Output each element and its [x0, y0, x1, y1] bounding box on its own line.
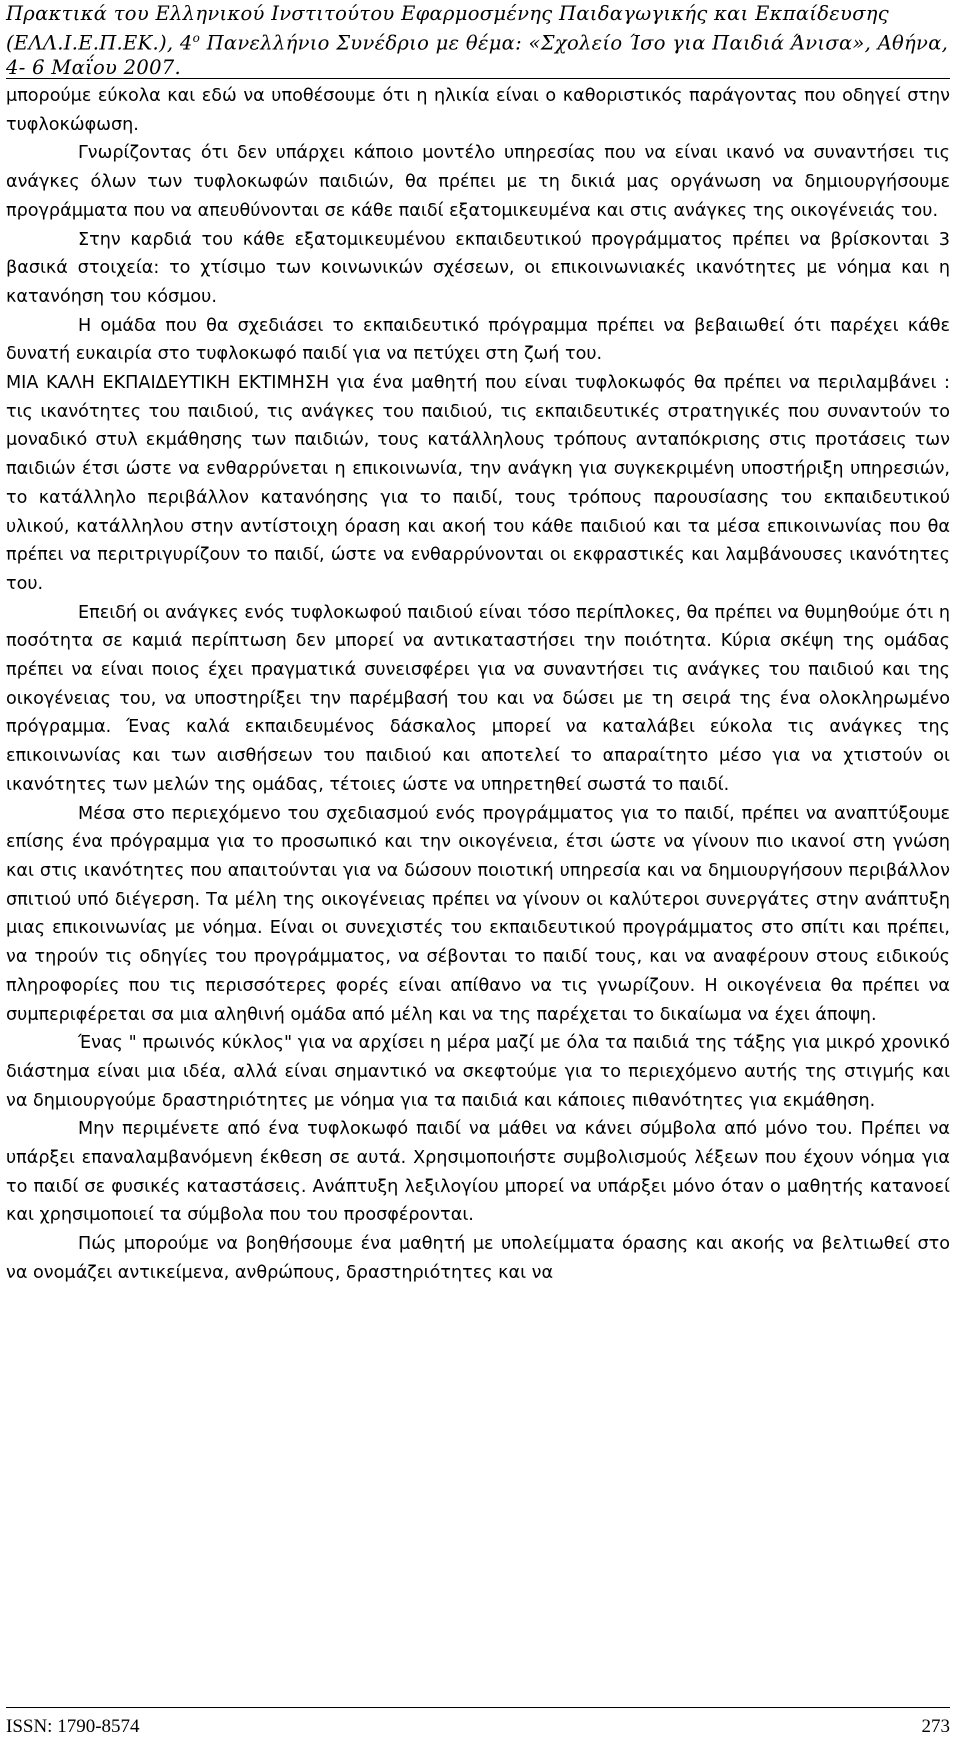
- paragraph-1: μπορούμε εύκολα και εδώ να υποθέσουμε ότι η ηλικία είναι ο καθοριστικός παράγοντας που οδηγεί στην τυφλοκώφωση.: [6, 86, 950, 135]
- ordinal-superscript: ο: [192, 31, 201, 45]
- issn: ISSN: 1790-8574: [6, 1716, 140, 1737]
- paragraph-9: Μην περιμένετε από ένα τυφλοκωφό παιδί να μάθει να κάνει σύμβολα από μόνο του. Πρέπει να υπάρξει επαναλαμβανόμενη έκθεση σε αυτά. Χρησιμοποιήστε συμβολισμούς λέξεων που έχουν νόημα για το παιδί σε φυσικές καταστάσεις. Ανάπτυξη λεξιλογίου μπορεί να υπάρξει μόνο όταν ο μαθητής κατανοεί και χρησιμοποιεί τα σύμβολα που του προσφέρονται.: [6, 1119, 950, 1226]
- paragraph-3: Στην καρδιά του κάθε εξατομικευμένου εκπαιδευτικού προγράμματος πρέπει να βρίσκονται 3 βασικά στοιχεία: το χτίσιμο των κοινωνικών σχέσεων, οι επικοινωνιακές ικανότητες με νόημα και η κατανόηση του κόσμου.: [6, 229, 950, 307]
- header-line-1: Πρακτικά του Ελληνικού Ινστιτούτου Εφαρμοσμένης Παιδαγωγικής και Εκπαίδευσης: [6, 2, 890, 25]
- paragraph-2: Γνωρίζοντας ότι δεν υπάρχει κάποιο μοντέλο υπηρεσίας που να είναι ικανό να συναντήσει τις ανάγκες όλων των τυφλοκωφών παιδιών, θα πρέπει με τη δικιά μας οργάνωση να δημιουργήσουμε προγράμματα που να απευθύνονται σε κάθε παιδί εξατομικευμένα και στις ανάγκες της οικογένειάς του.: [6, 143, 950, 221]
- paragraph-8: Ένας " πρωινός κύκλος" για να αρχίσει η μέρα μαζί με όλα τα παιδιά της τάξης για μικρό χρονικό διάστημα είναι μια ιδέα, αλλά είναι σημαντικό να σκεφτούμε για το περιεχόμενο αυτής της στιγμής και να δημιουργούμε δραστηριότητες με νόημα για τα παιδιά και κάποιες πιθανότητες για εκμάθηση.: [6, 1033, 950, 1111]
- paragraph-4: Η ομάδα που θα σχεδιάσει το εκπαιδευτικό πρόγραμμα πρέπει να βεβαιωθεί ότι παρέχει κάθε δυνατή ευκαιρία στο τυφλοκωφό παιδί για να πετύχει στη ζωή του.: [6, 315, 950, 365]
- paragraph-10: Πώς μπορούμε να βοηθήσουμε ένα μαθητή με υπολείμματα όρασης και ακοής να βελτιωθεί στο να ονομάζει αντικείμενα, ανθρώπους, δραστηριότητες και να: [6, 1234, 950, 1283]
- header-line-2: [6, 26, 956, 56]
- paragraph-5: ΜΙΑ ΚΑΛΗ ΕΚΠΑΙΔΕΥΤΙΚΗ ΕΚΤΙΜΗΣΗ για ένα μαθητή που είναι τυφλοκωφός θα πρέπει να περιλαμβάνει : τις ικανότητες του παιδιού, τις ανάγκες του παιδιού, τις εκπαιδευτικές στρατηγικές που συναντούν το μοναδικό στυλ εκμάθησης των παιδιών, τους κατάλληλους τρόπους ανταπόκρισης στις προτάσεις των παιδιών έτσι ώστε να ενθαρρύνεται η επικοινωνία, την ανάγκη για συγκεκριμένη υποστήριξη υπηρεσιών, το κατάλληλο περιβάλλον κατανόησης για το παιδί, τους τρόπους παρουσίασης του εκπαιδευτικού υλικού, κατάλληλου στην αντίστοιχη όραση και ακοή του κάθε παιδιού και τα μέσα επικοινωνίας που θα πρέπει να περιτριγυρίζουν το παιδί, ώστε να ενθαρρύνονται οι εκφραστικές και λαμβάνουσες ικανότητες του.: [6, 373, 950, 594]
- paragraph-6: Επειδή οι ανάγκες ενός τυφλοκωφού παιδιού είναι τόσο περίπλοκες, θα πρέπει να θυμηθούμε ότι η ποσότητα σε καμιά περίπτωση δεν μπορεί να αντικαταστήσει την ποιότητα. Κύρια σκέψη της ομάδας πρέπει να είναι ποιος έχει πραγματικά συνεισφέρει για να συναντήσει τις ανάγκες του παιδιού και της οικογένειας του, να υποστηρίξει την παρέμβασή του και να δώσει με τη σειρά της ένα ολοκληρωμένο πρόγραμμα. Ένας καλά εκπαιδευμένος δάσκαλος μπορεί να καταλάβει εύκολα τις ανάγκες της επικοινωνίας και των αισθήσεων του παιδιού και αποτελεί το απαραίτητο μέσο για να χτιστούν οι ικανότητες των μελών της ομάδας, τέτοιες ώστε να υπηρετηθεί σωστά το παιδί.: [6, 602, 950, 795]
- footer-rule: [6, 1707, 950, 1708]
- header-line-2-end: Πανελλήνιο Συνέδριο με θέμα: «Σχολείο Ίσο για Παιδιά Άνισα», Αθήνα,: [200, 31, 949, 55]
- page-number: 273: [921, 1716, 950, 1737]
- running-header: [6, 2, 956, 80]
- paragraph-7: Μέσα στο περιεχόμενο του σχεδιασμού ενός προγράμματος για το παιδί, πρέπει να αναπτύξουμε επίσης ένα πρόγραμμα για το προσωπικό και την οικογένεια, έτσι ώστε να γίνουν πιο ικανοί στη γνώση και στις ικανότητες που απαιτούνται για να δώσουν ποιοτική υπηρεσία και να δημιουργήσουν περιβάλλον σπιτιού υπό διέγερση. Τα μέλη της οικογένειας πρέπει να γίνουν οι καλύτεροι συνεργάτες στην ανάπτυξη μιας επικοινωνίας με νόημα. Είναι οι συνεχιστές του εκπαιδευτικού προγράμματος στο σπίτι και πρέπει, να τηρούν τις οδηγίες του προγράμματος, να σέβονται το παιδί τους, και να αναφέρουν στους ειδικούς πληροφορίες που τις περισσότερες φορές είναι απίθανο να τις γνωρίζουν. Η οικογένεια θα πρέπει να συμπεριφέρεται σα μια αληθινή ομάδα από μέλη και να της παρέχεται το δικαίωμα να έχει άποψη.: [6, 803, 950, 1025]
- header-rule: [6, 78, 950, 79]
- header-line-2-start: (ΕΛΛ.Ι.Ε.Π.ΕΚ.), 4: [6, 31, 193, 55]
- body-text: [6, 82, 950, 1288]
- header-line-3: 4- 6 Μαΐου 2007.: [6, 55, 181, 79]
